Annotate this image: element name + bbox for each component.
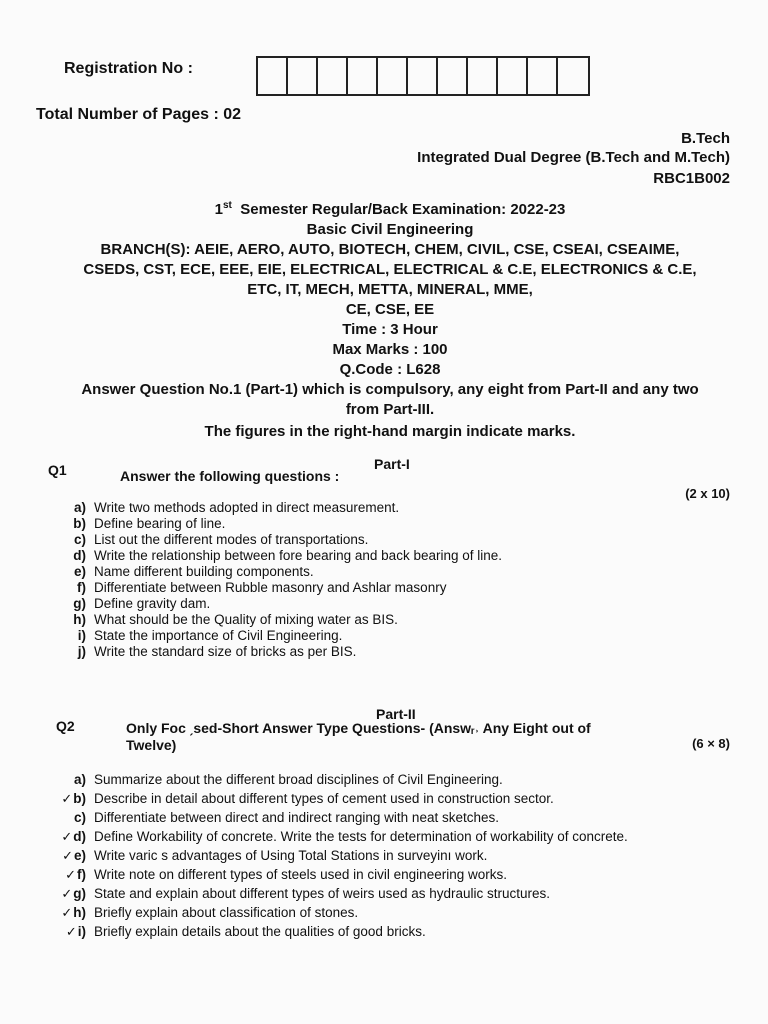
list-item: ✓i) Briefly explain details about the qualities of good bricks. (65, 924, 426, 939)
semester-suffix: st (222, 200, 232, 211)
check-mark-icon: ✓ (61, 791, 73, 806)
registration-digit-box[interactable] (318, 58, 348, 94)
list-item: ✓f) Write note on different types of steels used in civil engineering works. (65, 867, 507, 882)
registration-digit-box[interactable] (498, 58, 528, 94)
instruction-line-3: The figures in the right-hand margin indicate marks. (204, 423, 576, 440)
part2-title: Part-II (376, 706, 416, 722)
q2-marks: (6 × 8) (692, 736, 730, 751)
list-item: i) State the importance of Civil Engineering. (77, 628, 343, 643)
check-mark-icon: ✓ (61, 829, 73, 844)
registration-digit-box[interactable] (258, 58, 288, 94)
q1-heading: Answer the following questions : (120, 468, 340, 484)
list-item: j) Write the standard size of bricks as per BIS. (77, 644, 357, 659)
registration-digit-box[interactable] (558, 58, 588, 94)
list-item: h) What should be the Quality of mixing water as BIS. (73, 612, 398, 627)
q1-marks: (2 x 10) (685, 486, 730, 501)
semester-line (40, 196, 740, 220)
list-item: ✓h) Briefly explain about classification of stones. (61, 905, 359, 920)
registration-label: Registration No : (64, 60, 193, 77)
branches-line-3: ETC, IT, MECH, METTA, MINERAL, MME, (247, 281, 533, 298)
degree-name: Integrated Dual Degree (B.Tech and M.Tech) (417, 149, 730, 166)
check-mark-icon: ✓ (62, 848, 73, 863)
registration-digit-box[interactable] (528, 58, 558, 94)
semester-text: Semester Regular/Back Examination: 2022-23 (240, 201, 566, 218)
list-item: d) Write the relationship between fore bearing and back bearing of line. (73, 548, 503, 563)
check-mark-icon: ✓ (65, 867, 76, 882)
registration-digit-box[interactable] (468, 58, 498, 94)
subject-name: Basic Civil Engineering (306, 221, 474, 238)
list-item: ✓g) State and explain about different types of weirs used as hydraulic structures. (61, 886, 551, 901)
q2-heading (126, 720, 671, 754)
registration-digit-box[interactable] (348, 58, 378, 94)
registration-number-boxes[interactable] (256, 56, 590, 96)
total-pages: Total Number of Pages : 02 (36, 106, 242, 123)
part2-question-list (60, 772, 710, 943)
list-item: b) Define bearing of line. (73, 516, 226, 531)
branches-line-1: BRANCH(S): AEIE, AERO, AUTO, BIOTECH, CHEM, CIVIL, CSE, CSEAI, CSEAIME, (100, 241, 680, 258)
list-item: ✓e) Write varic s advantages of Using Total Stations in surveyinı work. (62, 848, 488, 863)
q1-number: Q1 (48, 462, 67, 478)
list-item: c) Differentiate between direct and indirect ranging with neat sketches. (73, 810, 499, 825)
list-item: ✓d) Define Workability of concrete. Write the tests for determination of workability of concrete. (61, 829, 628, 844)
branches-line-2: CSEDS, CST, ECE, EEE, EIE, ELECTRICAL, ELECTRICAL & C.E, ELECTRONICS & C.E, (83, 261, 697, 278)
list-item: a) Summarize about the different broad disciplines of Civil Engineering. (73, 772, 503, 787)
registration-digit-box[interactable] (438, 58, 468, 94)
max-marks: Max Marks : 100 (332, 341, 448, 358)
list-item: c) List out the different modes of transportations. (73, 532, 369, 547)
check-mark-icon: ✓ (65, 924, 77, 939)
exam-time: Time : 3 Hour (342, 321, 438, 338)
subject-code: RBC1B002 (653, 170, 730, 187)
q2-number: Q2 (56, 718, 75, 734)
branches-line-4: CE, CSE, EE (345, 301, 435, 318)
list-item: e) Name different building components. (73, 564, 314, 579)
registration-digit-box[interactable] (288, 58, 318, 94)
registration-digit-box[interactable] (378, 58, 408, 94)
instruction-line-2: from Part-III. (345, 401, 435, 418)
program-name: B.Tech (681, 130, 730, 147)
list-item: f) Differentiate between Rubble masonry and Ashlar masonry (77, 580, 447, 595)
check-mark-icon: ✓ (61, 905, 73, 920)
instruction-line-1: Answer Question No.1 (Part-1) which is compulsory, any eight from Part-II and any two (81, 381, 699, 398)
part1-question-list (60, 500, 680, 660)
exam-info (40, 196, 740, 442)
part1-title: Part-I (374, 456, 410, 472)
list-item: a) Write two methods adopted in direct measurement. (73, 500, 400, 515)
semester-number: 1 (214, 201, 223, 218)
list-item: g) Define gravity dam. (73, 596, 211, 611)
list-item: ✓b) Describe in detail about different types of cement used in construction sector. (61, 791, 554, 806)
q2-heading-line-1: Only Foc ˏsed-Short Answer Type Questions- (Answᵣ˒ Any Eight out of (126, 720, 591, 736)
check-mark-icon: ✓ (61, 886, 73, 901)
question-code: Q.Code : L628 (339, 361, 441, 378)
registration-digit-box[interactable] (408, 58, 438, 94)
q2-heading-line-2: Twelve) (126, 737, 177, 753)
